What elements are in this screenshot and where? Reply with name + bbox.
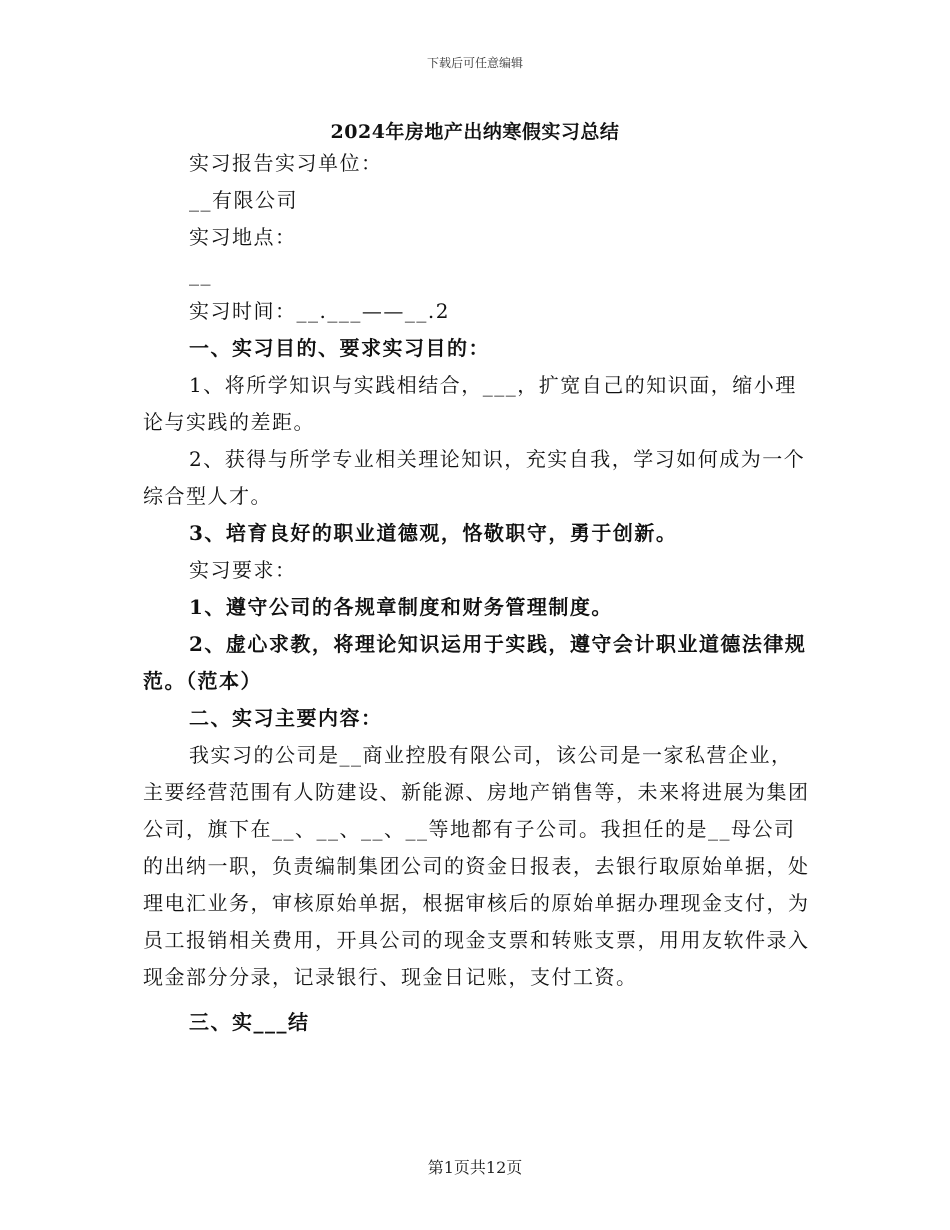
heading-section-1: 一、实习目的、要求实习目的： [189,336,490,360]
paragraph-location-label: 实习地点： [189,225,297,249]
document-body [143,145,813,1041]
document-title: 2024年房地产出纳寒假实习总结 [330,121,620,143]
paragraph-requirements-label: 实习要求： [189,558,297,582]
page-number-footer: 第1页共12页 [427,1158,523,1177]
heading-section-3: 三、实___结 [189,1010,310,1034]
paragraph-purpose-3: 3、培育良好的职业道德观，恪敬职守，勇于创新。 [189,521,678,545]
paragraph-internship-time: 实习时间：__.___——__.2 [189,299,450,323]
paragraph-internship-unit-label: 实习报告实习单位： [189,151,383,175]
paragraph-company-name: __有限公司 [189,188,298,212]
paragraph-purpose-1: 1、将所学知识与实践相结合，___，扩宽自己的知识面，缩小理论与实践的差距。 [143,373,797,434]
header-note: 下载后可任意编辑 [426,56,523,70]
paragraph-requirement-1: 1、遵守公司的各规章制度和财务管理制度。 [189,595,613,619]
paragraph-main-content: 我实习的公司是__商业控股有限公司，该公司是一家私营企业，主要经营范围有人防建设、新能源、房地产销售等，未来将进展为集团公司，旗下在__、__、__、__等地都有子公司。我担任的是__母公司的出纳一职，负责编制集团公司的资金日报表，去银行取原始单据，处理电汇业务，审核原始单据，根据审核后的原始单据办理现金支付，为员工报销相关费用，开具公司的现金支票和转账支票，用用友软件录入现金部分分录，记录银行、现金日记账，支付工资。 [143,743,810,989]
paragraph-purpose-2: 2、获得与所学专业相关理论知识，充实自我，学习如何成为一个综合型人才。 [143,447,806,508]
paragraph-location-value: __ [189,262,212,286]
paragraph-requirement-2: 2、虚心求教，将理论知识运用于实践，遵守会计职业道德法律规范。（范本） [143,632,807,693]
heading-section-2: 二、实习主要内容： [189,706,383,730]
